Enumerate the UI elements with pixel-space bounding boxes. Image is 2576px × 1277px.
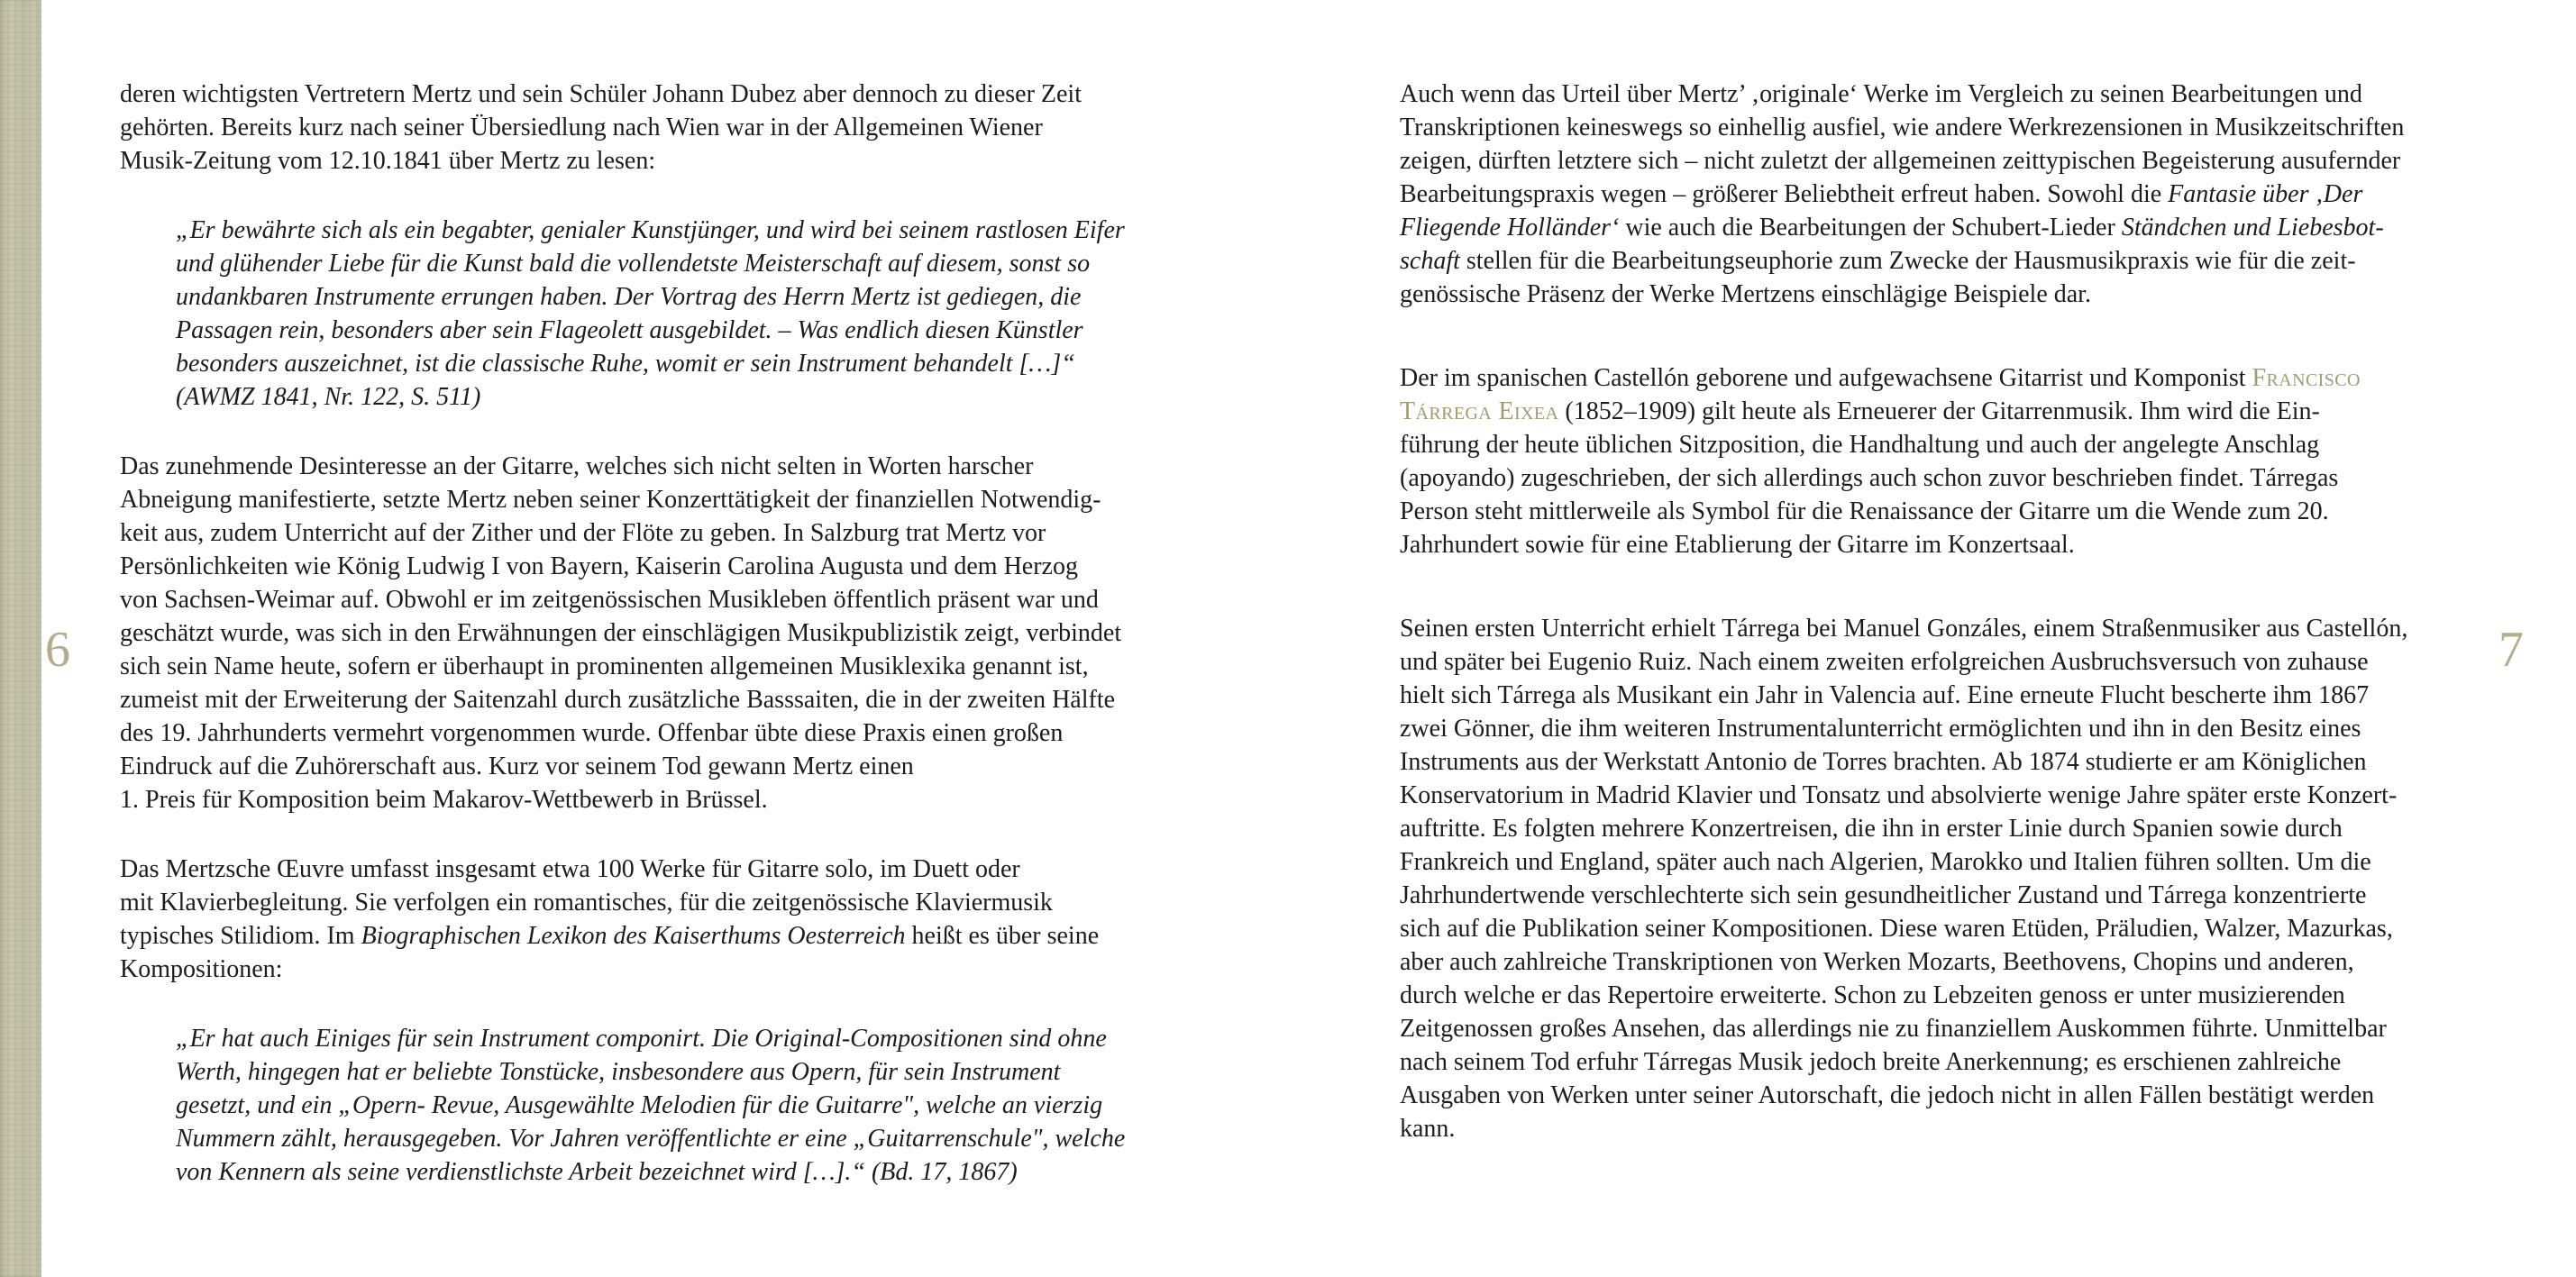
text-line: [176, 1155, 1176, 1189]
quote-block: [176, 214, 1176, 414]
text-line: [1400, 495, 2576, 528]
text-line: [120, 853, 1302, 886]
quote-block: [176, 1022, 1176, 1189]
text-line: [1400, 361, 2576, 395]
text-run: sich sein Name heute, sofern er überhaupt in prominenten allgemeinen Musiklexika genannt ist,: [120, 652, 1089, 680]
text-run: und später bei Eugenio Ruiz. Nach einem zweiten erfolgreichen Ausbruchsversuch von zuhause: [1400, 648, 2369, 676]
right-page-text-column: [1400, 78, 2576, 1196]
text-run: Kompositionen:: [120, 955, 283, 983]
text-line: [120, 78, 1302, 111]
text-run: von Kennern als seine verdienstlichste Arbeit bezeichnet wird […].“ (Bd. 17, 1867): [176, 1158, 1018, 1186]
text-line: [176, 247, 1176, 280]
text-run: führung der heute üblichen Sitzposition, die Handhaltung und auch der angelegte Anschlag: [1400, 431, 2320, 459]
text-line: [120, 111, 1302, 144]
text-run: zwei Gönner, die ihm weiteren Instrumentalunterricht ermöglichten und ihn in den Besitz eines: [1400, 715, 2361, 743]
text-line: [120, 483, 1302, 516]
text-run: durch welche er das Repertoire erweiterte. Schon zu Lebzeiten genoss er unter musizierenden: [1400, 981, 2345, 1009]
text-line: [120, 516, 1302, 550]
italic-text-run: Biographischen Lexikon des Kaiserthums Oesterreich: [361, 922, 906, 950]
page-number-left: 6: [45, 622, 70, 678]
text-line: [120, 550, 1302, 583]
text-line: [1400, 845, 2576, 879]
text-line: [1400, 111, 2576, 144]
text-run: Passagen rein, besonders aber sein Flageolett ausgebildet. – Was endlich diesen Künstler: [176, 316, 1083, 344]
text-run: Frankreich und England, später auch nach Algerien, Marokko und Italien führen sollten. Um die: [1400, 848, 2371, 876]
left-page-text-column: [120, 78, 1302, 1189]
text-line: [120, 450, 1302, 483]
text-line: [1400, 144, 2576, 178]
text-line: [1400, 912, 2576, 945]
text-run: Jahrhundert sowie für eine Etablierung der Gitarre im Konzertsaal.: [1400, 531, 2075, 559]
text-run: Werth, hingegen hat er beliebte Tonstücke, insbesondere aus Opern, für sein Instrument: [176, 1058, 1061, 1086]
text-run: Konservatorium in Madrid Klavier und Tonsatz und absolvierte wenige Jahre später erste Konzert-: [1400, 781, 2398, 809]
text-run: Das zunehmende Desinteresse an der Gitarre, welches sich nicht selten in Worten harscher: [120, 452, 1034, 480]
text-run: Abneigung manifestierte, setzte Mertz neben seiner Konzerttätigkeit der finanziellen Notwendig-: [120, 486, 1101, 514]
text-line: [1400, 679, 2576, 712]
italic-text-run: Fliegende Holländer‘: [1400, 214, 1620, 242]
text-line: [176, 314, 1176, 347]
text-run: (AWMZ 1841, Nr. 122, S. 511): [176, 383, 481, 411]
text-line: [120, 616, 1302, 650]
text-run: Jahrhundertwende verschlechterte sich sein gesundheitlicher Zustand und Tárrega konzentrierte: [1400, 881, 2367, 909]
text-run: (1852–1909) gilt heute als Erneuerer der Gitarrenmusik. Ihm wird die Ein-: [1558, 397, 2320, 425]
text-run: von Sachsen-Weimar auf. Obwohl er im zeitgenössischen Musikleben öffentlich präsent war und: [120, 586, 1099, 614]
text-line: [1400, 745, 2576, 779]
text-run: Seinen ersten Unterricht erhielt Tárrega bei Manuel Gonzáles, einem Straßenmusiker aus Castellón,: [1400, 615, 2408, 643]
text-run: Das Mertzsche Œuvre umfasst insgesamt etwa 100 Werke für Gitarre solo, im Duett oder: [120, 855, 1020, 883]
text-line: [176, 347, 1176, 380]
text-line: [176, 1022, 1176, 1055]
text-run: gehörten. Bereits kurz nach seiner Übersiedlung nach Wien war in der Allgemeinen Wiener: [120, 114, 1043, 141]
italic-text-run: schaft: [1400, 247, 1460, 275]
text-line: [1400, 1045, 2576, 1079]
text-run: keit aus, zudem Unterricht auf der Zither und der Flöte zu geben. In Salzburg trat Mertz vor: [120, 519, 1046, 547]
text-line: [120, 144, 1302, 178]
text-run: sich auf die Publikation seiner Kompositionen. Diese waren Etüden, Präludien, Walzer, Mazurkas,: [1400, 915, 2393, 943]
text-run: Instruments aus der Werkstatt Antonio de Torres brachten. Ab 1874 studierte er am Königlichen: [1400, 748, 2367, 776]
person-name-smallcaps: Tárrega Eixea: [1400, 397, 1559, 425]
text-line: [1400, 178, 2576, 211]
text-line: [120, 953, 1302, 986]
page-number-right: 7: [2498, 622, 2524, 678]
text-run: und glühender Liebe für die Kunst bald die vollendetste Meisterschaft auf diesem, sonst so: [176, 250, 1091, 278]
text-run: Nummern zählt, herausgegeben. Vor Jahren veröffentlichte er eine „Guitarrenschule", welche: [176, 1125, 1126, 1153]
text-run: mit Klavierbegleitung. Sie verfolgen ein romantisches, für die zeitgenössische Klaviermusik: [120, 889, 1053, 917]
text-run: Transkriptionen keineswegs so einhellig ausfiel, wie andere Werkrezensionen in Musikzeitschriften: [1400, 114, 2405, 141]
text-run: 1. Preis für Komposition beim Makarov-Wettbewerb in Brüssel.: [120, 786, 768, 814]
text-run: wie auch die Bearbeitungen der Schubert-Lieder: [1619, 214, 2122, 242]
text-line: [1400, 211, 2576, 244]
text-line: [1400, 1012, 2576, 1045]
text-line: [1400, 78, 2576, 111]
text-line: [176, 214, 1176, 247]
text-run: Ausgaben von Werken unter seiner Autorschaft, die jedoch nicht in allen Fällen bestätigt werden: [1400, 1081, 2375, 1109]
text-run: nach seinem Tod erfuhr Tárregas Musik jedoch breite Anerkennung; es erschienen zahlreiche: [1400, 1048, 2342, 1076]
text-line: [176, 1122, 1176, 1155]
text-line: [1400, 428, 2576, 461]
text-run: besonders auszeichnet, ist die classische Ruhe, womit er sein Instrument behandelt […]“: [176, 350, 1075, 378]
text-run: kann.: [1400, 1115, 1456, 1143]
text-run: stellen für die Bearbeitungseuphorie zum Zwecke der Hausmusikpraxis wie für die zeit-: [1459, 247, 2356, 275]
italic-text-run: Fantasie über ‚Der: [2168, 180, 2363, 208]
text-line: [1400, 712, 2576, 745]
text-run: deren wichtigsten Vertretern Mertz und sein Schüler Johann Dubez aber dennoch zu dieser Zeit: [120, 80, 1082, 108]
text-line: [1400, 461, 2576, 495]
text-run: hielt sich Tárrega als Musikant ein Jahr in Valencia auf. Eine erneute Flucht bescherte ihm 1867: [1400, 681, 2370, 709]
text-line: [176, 380, 1176, 414]
text-line: [1400, 612, 2576, 645]
body-paragraph: [1400, 612, 2576, 1145]
text-run: Bearbeitungspraxis wegen – größerer Beliebtheit erfreut haben. Sowohl die: [1400, 180, 2169, 208]
text-line: [120, 886, 1302, 919]
text-line: [1400, 645, 2576, 679]
text-line: [1400, 528, 2576, 561]
text-run: „Er bewährte sich als ein begabter, genialer Kunstjünger, und wird bei seinem rastlosen Eifer: [176, 216, 1125, 244]
text-line: [1400, 244, 2576, 278]
text-line: [1400, 1112, 2576, 1145]
text-run: genössische Präsenz der Werke Mertzens einschlägige Beispiele dar.: [1400, 280, 2091, 308]
text-run: (apoyando) zugeschrieben, der sich allerdings auch schon zuvor beschrieben findet. Tárregas: [1400, 464, 2339, 492]
text-line: [1400, 779, 2576, 812]
text-run: geschätzt wurde, was sich in den Erwähnungen der einschlägigen Musikpublizistik zeigt, verbindet: [120, 619, 1122, 647]
text-run: zumeist mit der Erweiterung der Saitenzahl durch zusätzliche Basssaiten, die in der zweiten Hälfte: [120, 686, 1116, 714]
text-run: „Er hat auch Einiges für sein Instrument componirt. Die Original-Compositionen sind ohne: [176, 1025, 1107, 1053]
text-line: [176, 1089, 1176, 1122]
text-run: Zeitgenossen großes Ansehen, das allerdings nie zu finanziellem Auskommen führte. Unmittelbar: [1400, 1015, 2387, 1043]
italic-text-run: Ständchen und Liebesbot-: [2121, 214, 2384, 242]
body-paragraph: [1400, 78, 2576, 311]
text-run: aber auch zahlreiche Transkriptionen von Werken Mozarts, Beethovens, Chopins und anderen,: [1400, 948, 2354, 976]
text-line: [120, 716, 1302, 750]
text-run: Der im spanischen Castellón geborene und aufgewachsene Gitarrist und Komponist: [1400, 364, 2252, 392]
text-line: [120, 583, 1302, 616]
text-run: auftritte. Es folgten mehrere Konzertreisen, die ihn in erster Linie durch Spanien sowie durch: [1400, 815, 2343, 843]
body-paragraph: [120, 78, 1302, 178]
text-line: [176, 280, 1176, 314]
text-line: [1400, 395, 2576, 428]
body-paragraph: [1400, 361, 2576, 561]
text-line: [1400, 945, 2576, 979]
body-paragraph: [120, 853, 1302, 986]
text-run: Person steht mittlerweile als Symbol für die Renaissance der Gitarre um die Wende zum 20.: [1400, 497, 2329, 525]
person-name-smallcaps: Francisco: [2252, 364, 2361, 392]
text-line: [1400, 879, 2576, 912]
body-paragraph: [120, 450, 1302, 816]
text-run: Musik-Zeitung vom 12.10.1841 über Mertz zu lesen:: [120, 147, 656, 175]
text-line: [120, 650, 1302, 683]
text-line: [120, 919, 1302, 953]
text-line: [1400, 1079, 2576, 1112]
text-line: [120, 683, 1302, 716]
text-run: zeigen, dürften letztere sich – nicht zuletzt der allgemeinen zeittypischen Begeisterung ausufernder: [1400, 147, 2401, 175]
text-line: [120, 750, 1302, 783]
text-run: typisches Stilidiom. Im: [120, 922, 361, 950]
text-run: Persönlichkeiten wie König Ludwig I von Bayern, Kaiserin Carolina Augusta und dem Herzog: [120, 552, 1078, 580]
text-run: undankbaren Instrumente errungen haben. Der Vortrag des Herrn Mertz ist gediegen, die: [176, 283, 1082, 311]
text-run: heißt es über seine: [905, 922, 1100, 950]
text-run: Eindruck auf die Zuhörerschaft aus. Kurz vor seinem Tod gewann Mertz einen: [120, 753, 914, 780]
text-run: Auch wenn das Urteil über Mertz’ ‚originale‘ Werke im Vergleich zu seinen Bearbeitungen und: [1400, 80, 2362, 108]
text-line: [120, 783, 1302, 816]
text-run: des 19. Jahrhunderts vermehrt vorgenommen wurde. Offenbar übte diese Praxis einen großen: [120, 719, 1064, 747]
text-line: [1400, 278, 2576, 311]
text-line: [1400, 812, 2576, 845]
text-line: [1400, 979, 2576, 1012]
text-run: gesetzt, und ein „Opern- Revue, Ausgewählte Melodien für die Guitarre", welche an vierzig: [176, 1091, 1103, 1119]
page-edge-texture: [0, 0, 41, 1277]
text-line: [176, 1055, 1176, 1089]
